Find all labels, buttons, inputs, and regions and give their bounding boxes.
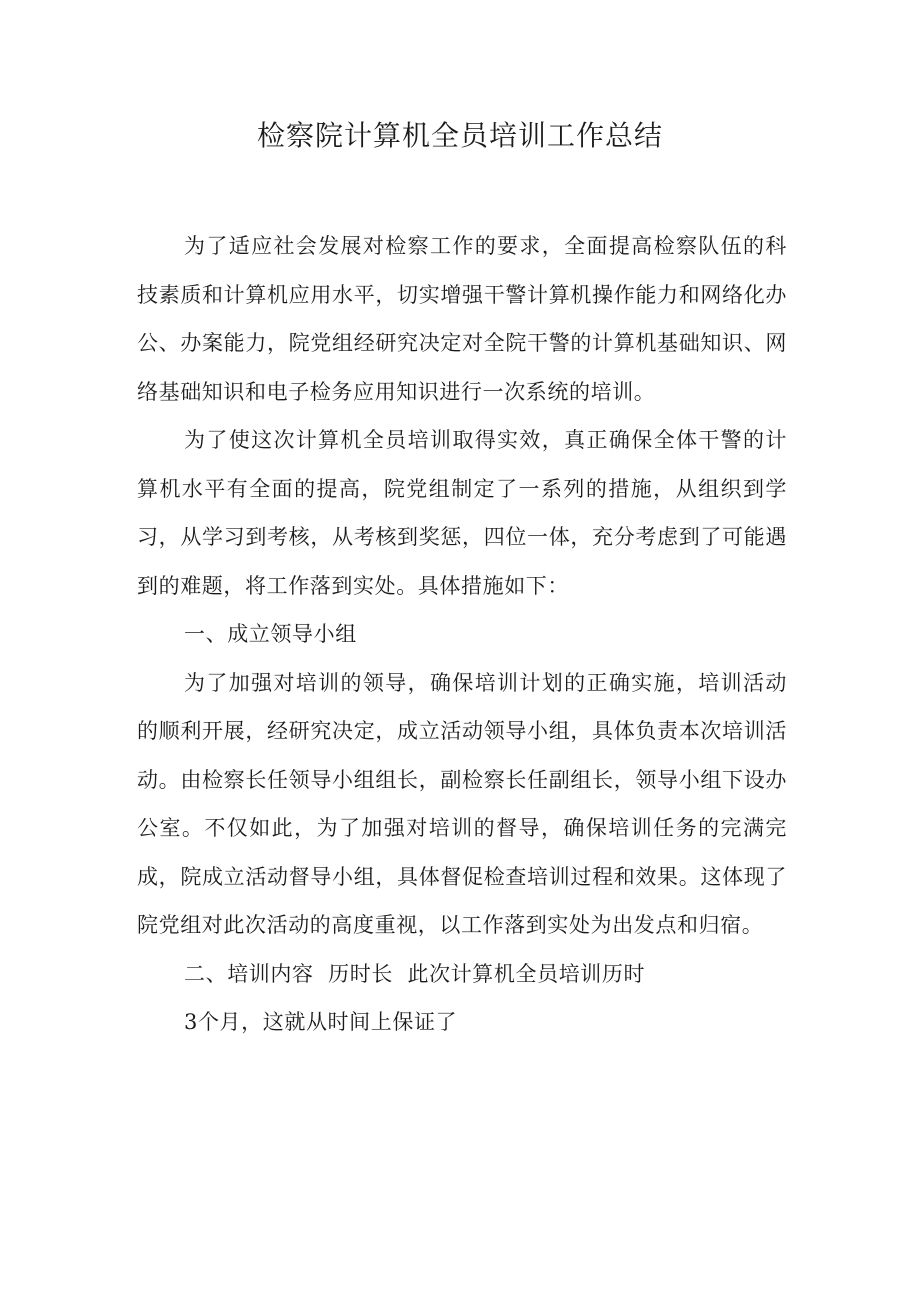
paragraph-training-duration: 3个月，这就从时间上保证了 <box>184 1010 458 1034</box>
paragraph-intro: 为了适应社会发展对检察工作的要求，全面提高检察队伍的科技素质和计算机应用水平，切实增强干警计算机操作能力和网络化办公、办案能力，院党组经研究决定对全院干警的计算机基础知识、网络基础知识和电子检务应用知识进行一次系统的培训。 <box>137 234 787 404</box>
paragraph-leadership-group: 为了加强对培训的领导，确保培训计划的正确实施，培训活动的顺利开展，经研究决定，成立活动领导小组，具体负责本次培训活动。由检察长任领导小组组长，副检察长任副组长，领导小组下设办公室。不仅如此，为了加强对培训的督导，确保培训任务的完满完成，院成立活动督导小组，具体督促检查培训过程和效果。这体现了院党组对此次活动的高度重视，以工作落到实处为出发点和归宿。 <box>137 670 787 937</box>
section-heading-leadership-group: 一、成立领导小组 <box>184 622 357 646</box>
document-title: 检察院计算机全员培训工作总结 <box>256 119 663 152</box>
document-body <box>137 222 787 1047</box>
paragraph-measures: 为了使这次计算机全员培训取得实效，真正确保全体干警的计算机水平有全面的提高，院党组制定了一系列的措施，从组织到学习，从学习到考核，从考核到奖惩，四位一体，充分考虑到了可能遇到的难题，将工作落到实处。具体措施如下： <box>137 428 787 598</box>
section-heading-training-content: 二、培训内容 历时长 此次计算机全员培训历时 <box>184 961 646 986</box>
